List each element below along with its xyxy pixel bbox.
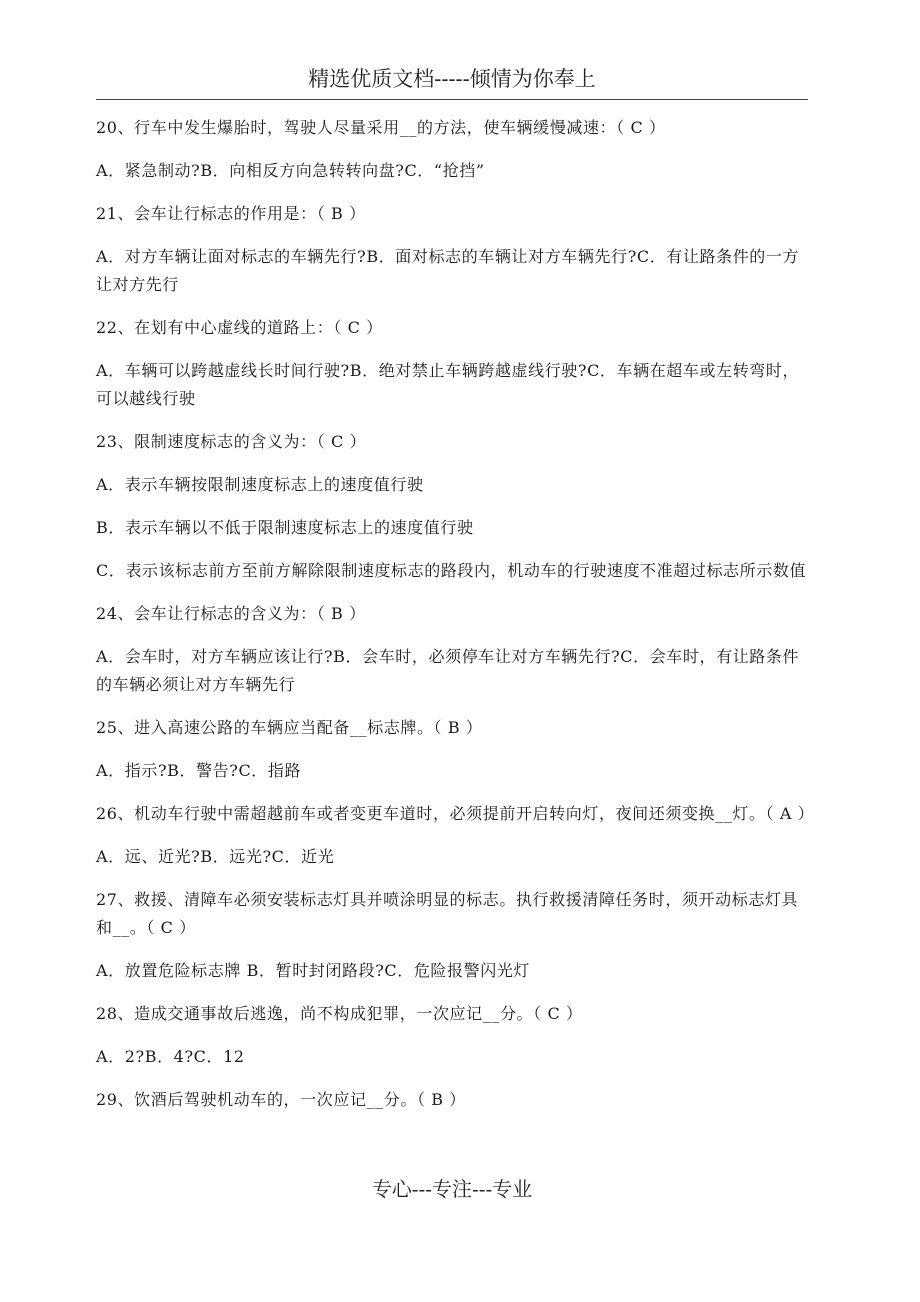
question-20: 20、行车中发生爆胎时，驾驶人尽量采用__的方法，使车辆缓慢减速：（ C ） xyxy=(96,118,666,137)
answer-options-26: A．远、近光?B．远光?C．近光 xyxy=(96,847,335,866)
question-22: 22、在划有中心虚线的道路上：（ C ） xyxy=(96,318,383,337)
page-header-title: 精选优质文档-----倾情为你奉上 xyxy=(308,67,596,91)
question-23: 23、限制速度标志的含义为：（ C ） xyxy=(96,432,367,451)
answer-option-23a: A．表示车辆按限制速度标志上的速度值行驶 xyxy=(96,475,424,494)
answer-option-23b: B．表示车辆以不低于限制速度标志上的速度值行驶 xyxy=(96,518,474,537)
header-divider xyxy=(96,99,808,100)
question-25: 25、进入高速公路的车辆应当配备__标志牌。（ B ） xyxy=(96,718,483,737)
question-29: 29、饮酒后驾驶机动车的，一次应记__分。（ B ） xyxy=(96,1090,466,1109)
answer-options-27: A．放置危险标志牌 B．暂时封闭路段?C．危险报警闪光灯 xyxy=(96,961,531,980)
answer-option-23c: C．表示该标志前方至前方解除限制速度标志的路段内，机动车的行驶速度不准超过标志所示数值 xyxy=(96,561,807,580)
question-28: 28、造成交通事故后逃逸，尚不构成犯罪，一次应记__分。（ C ） xyxy=(96,1004,583,1023)
answer-options-20: A．紧急制动?B．向相反方向急转转向盘?C．“抢挡” xyxy=(96,161,485,180)
page-footer-text: 专心---专注---专业 xyxy=(371,1177,533,1201)
question-26: 26、机动车行驶中需超越前车或者变更车道时，必须提前开启转向灯，夜间还须变换__灯。（ A ） xyxy=(96,804,815,823)
answer-options-22: A．车辆可以跨越虚线长时间行驶?B．绝对禁止车辆跨越虚线行驶?C．车辆在超车或左转弯时，可以越线行驶 xyxy=(96,361,800,408)
answer-options-25: A．指示?B．警告?C．指路 xyxy=(96,761,302,780)
question-24: 24、会车让行标志的含义为：（ B ） xyxy=(96,604,366,623)
document-body xyxy=(96,114,815,1129)
answer-options-21: A．对方车辆让面对标志的车辆先行?B．面对标志的车辆让对方车辆先行?C．有让路条件的一方让对方先行 xyxy=(96,247,800,294)
answer-options-24: A．会车时，对方车辆应该让行?B．会车时，必须停车让对方车辆先行?C．会车时，有让路条件的车辆必须让对方车辆先行 xyxy=(96,647,800,694)
question-21: 21、会车让行标志的作用是：（ B ） xyxy=(96,204,366,223)
answer-options-28: A．2?B．4?C．12 xyxy=(96,1047,245,1066)
question-27: 27、救援、清障车必须安装标志灯具并喷涂明显的标志。执行救援清障任务时，须开动标志灯具和__。（ C ） xyxy=(96,890,799,937)
